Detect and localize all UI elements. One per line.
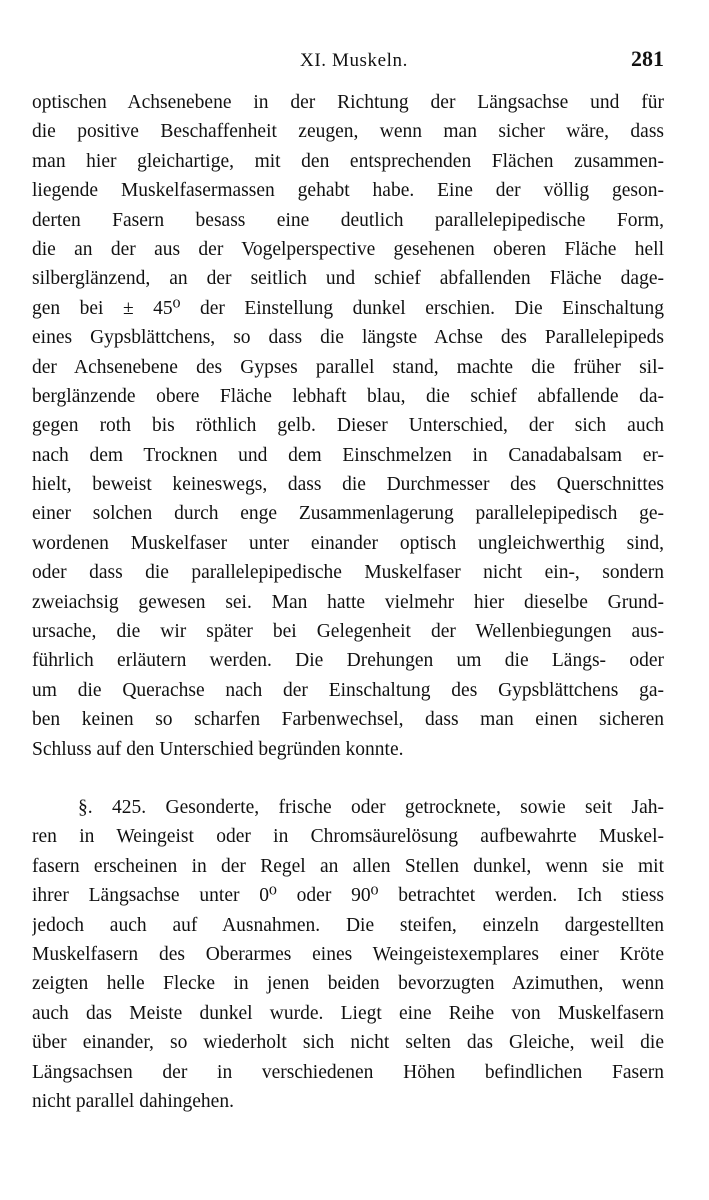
text-line: derten Fasern besass eine deutlich parallelepipedische Form,: [32, 209, 664, 231]
text-line: Schluss auf den Unterschied begründen konnte.: [32, 738, 404, 760]
text-line: ren in Weingeist oder in Chromsäurelösung aufbewahrte Muskel-: [32, 826, 664, 848]
page-header: [32, 46, 672, 80]
text-line: liegende Muskelfasermassen gehabt habe. Eine der völlig geson-: [32, 180, 664, 202]
text-line: ben keinen so scharfen Farbenwechsel, dass man einen sicheren: [32, 709, 664, 731]
text-line: die positive Beschaffenheit zeugen, wenn man sicher wäre, dass: [32, 121, 664, 143]
text-line: nach dem Trocknen und dem Einschmelzen in Canadabalsam er-: [32, 444, 664, 466]
text-line: optischen Achsenebene in der Richtung der Längsachse und für: [32, 92, 664, 113]
text-line: oder dass die parallelepipedische Muskelfaser nicht ein-, sondern: [32, 562, 664, 584]
text-line: der Achsenebene des Gypses parallel stand, machte die früher sil-: [32, 356, 664, 378]
text-line: wordenen Muskelfaser unter einander optisch ungleichwerthig sind,: [32, 532, 664, 554]
text-line: §. 425. Gesonderte, frische oder getrocknete, sowie seit Jah-: [78, 797, 664, 818]
text-line: zweiachsig gewesen sei. Man hatte vielmehr hier dieselbe Grund-: [32, 591, 664, 613]
text-line: gen bei ± 45⁰ der Einstellung dunkel erschien. Die Einschaltung: [32, 297, 664, 319]
text-line: fasern erscheinen in der Regel an allen Stellen dunkel, wenn sie mit: [32, 855, 664, 877]
text-line: ursache, die wir später bei Gelegenheit der Wellenbiegungen aus-: [32, 621, 664, 643]
text-line: gegen roth bis röthlich gelb. Dieser Unterschied, der sich auch: [32, 415, 664, 437]
text-line: auch das Meiste dunkel wurde. Liegt eine Reihe von Muskelfasern: [32, 1002, 664, 1024]
paragraph: [32, 88, 664, 764]
text-line: nicht parallel dahingehen.: [32, 1090, 234, 1112]
text-line: hielt, beweist keineswegs, dass die Durchmesser des Querschnittes: [32, 474, 664, 496]
text-line: man hier gleichartige, mit den entsprechenden Flächen zusammen-: [32, 150, 664, 172]
text-line: jedoch auch auf Ausnahmen. Die steifen, einzeln dargestellten: [32, 914, 664, 936]
text-line: silberglänzend, an der seitlich und schief abfallenden Fläche dage-: [32, 268, 664, 290]
running-title: XI. Muskeln.: [300, 50, 408, 71]
text-line: ihrer Längsachse unter 0⁰ oder 90⁰ betrachtet werden. Ich stiess: [32, 885, 664, 907]
text-line: eines Gypsblättchens, so dass die längste Achse des Parallelepipeds: [32, 327, 664, 349]
text-line: führlich erläutern werden. Die Drehungen um die Längs- oder: [32, 650, 664, 672]
text-line: berglänzende obere Fläche lebhaft blau, die schief abfallende da-: [32, 385, 664, 407]
text-line: Längsachsen der in verschiedenen Höhen befindlichen Fasern: [32, 1061, 664, 1083]
text-line: über einander, so wiederholt sich nicht selten das Gleiche, weil die: [32, 1032, 664, 1054]
page-number: 281: [631, 46, 664, 71]
text-line: zeigten helle Flecke in jenen beiden bevorzugten Azimuthen, wenn: [32, 973, 664, 995]
text-line: einer solchen durch enge Zusammenlagerung parallelepipedisch ge-: [32, 503, 664, 525]
text-line: um die Querachse nach der Einschaltung des Gypsblättchens ga-: [32, 679, 664, 701]
text-line: die an der aus der Vogelperspective gesehenen oberen Fläche hell: [32, 238, 664, 260]
text-line: Muskelfasern des Oberarmes eines Weingeistexemplares einer Kröte: [32, 943, 664, 965]
paragraph: [32, 793, 664, 1116]
